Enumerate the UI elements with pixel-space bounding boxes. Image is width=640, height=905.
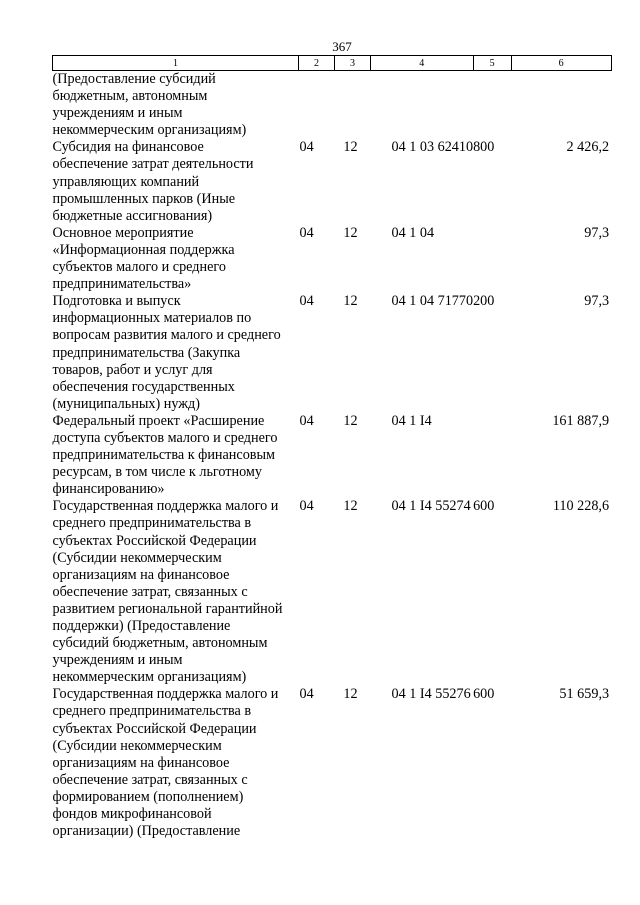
row-name-line: информационных материалов по [52, 310, 252, 327]
row-name-line: «Информационная поддержка [52, 241, 235, 258]
header-col-expense-type: 5 [473, 56, 511, 71]
row-amount: 51 659,3 [559, 686, 610, 703]
row-name-line: финансированию» [52, 481, 165, 498]
row-name-line: формированием (пополнением) [52, 788, 244, 805]
row-name-line: бюджетные ассигнования) [52, 207, 213, 224]
budget-table [52, 55, 612, 840]
row-subsection: 12 [343, 139, 358, 156]
row-expense-type [473, 71, 511, 140]
row-name-line: (Субсидии некоммерческим [52, 549, 222, 566]
row-subsection: 12 [343, 224, 358, 241]
row-expense-type: 200 [473, 293, 495, 310]
row-name-line: среднего предпринимательства в [52, 703, 252, 720]
row-name-line: промышленных парков (Иные [52, 190, 236, 207]
table-header [53, 56, 612, 71]
row-name-line: организациям на финансовое [52, 754, 230, 771]
row-name-line: обеспечение затрат деятельности [52, 156, 254, 173]
table-row [53, 225, 612, 293]
row-name-line: (муниципальных) нужд) [52, 395, 200, 412]
row-section: 04 [299, 293, 314, 310]
row-amount: 97,3 [584, 293, 610, 310]
row-name-line: предпринимательства» [52, 276, 192, 293]
row-name-line: некоммерческим организациям) [52, 669, 247, 686]
row-name-line: управляющих компаний [52, 173, 200, 190]
row-section: 04 [299, 412, 314, 429]
row-target-article: 04 1 04 71770 [391, 293, 474, 310]
row-name-line: учреждениям и иным [52, 652, 183, 669]
row-name-line: субъектах Российской Федерации [52, 720, 257, 737]
header-col-amount: 6 [511, 56, 611, 71]
row-name [53, 139, 299, 224]
row-name-line: среднего предпринимательства в [52, 515, 252, 532]
header-col-section: 2 [299, 56, 335, 71]
row-name-line: вопросам развития малого и среднего [52, 327, 281, 344]
row-amount: 161 887,9 [552, 412, 610, 429]
row-name-line: Государственная поддержка малого и [52, 498, 279, 515]
row-name-line: учреждениям и иным [52, 105, 183, 122]
header-col-subsection: 3 [335, 56, 371, 71]
row-name-line: некоммерческим организациям) [52, 122, 247, 139]
row-name-line: Подготовка и выпуск [52, 293, 181, 310]
table-row [53, 293, 612, 413]
row-target-article [371, 71, 474, 140]
row-expense-type: 600 [473, 498, 495, 515]
row-target-article: 04 1 I4 [391, 412, 432, 429]
row-name-line: поддержки) (Предоставление [52, 618, 231, 634]
row-amount: 2 426,2 [566, 139, 610, 156]
row-name-line: ресурсам, в том числе к льготному [52, 464, 262, 481]
row-name [53, 686, 299, 840]
table-row [53, 71, 612, 140]
row-name [53, 293, 299, 413]
row-name-line: Федеральный проект «Расширение [52, 412, 265, 429]
page-number: 367 [332, 39, 352, 54]
row-target-article: 04 1 04 [391, 224, 435, 241]
row-name-line: развитием региональной гарантийной [52, 600, 283, 617]
row-name [53, 413, 299, 498]
row-section [299, 71, 335, 140]
row-name-line: доступа субъектов малого и среднего [52, 429, 278, 446]
row-section: 04 [299, 686, 314, 703]
row-amount: 110 228,6 [552, 498, 610, 515]
row-expense-type [473, 225, 511, 293]
row-section: 04 [299, 139, 314, 156]
row-name-line: субъектов малого и среднего [52, 259, 226, 276]
row-target-article: 04 1 03 62410 [391, 139, 474, 156]
row-name-line: обеспечение затрат, связанных с [52, 583, 248, 600]
row-target-article: 04 1 I4 55276 [391, 686, 471, 703]
row-name-line: Субсидия на финансовое [52, 139, 204, 156]
header-col-target-article: 4 [371, 56, 474, 71]
row-name-line: (Предоставление субсидий [52, 71, 216, 87]
row-subsection: 12 [343, 412, 358, 429]
row-expense-type: 600 [473, 686, 495, 703]
row-name [53, 225, 299, 293]
row-name-line: предпринимательства к финансовым [52, 447, 275, 464]
row-target-article: 04 1 I4 55274 [391, 498, 471, 515]
row-name-line: обеспечение затрат, связанных с [52, 771, 248, 788]
row-name-line: Основное мероприятие [52, 224, 194, 241]
row-section: 04 [299, 498, 314, 515]
header-col-name: 1 [53, 56, 299, 71]
row-subsection: 12 [343, 498, 358, 515]
row-name-line: организациям на финансовое [52, 566, 230, 583]
row-subsection: 12 [343, 293, 358, 310]
row-name-line: субъектах Российской Федерации [52, 532, 257, 549]
row-name-line: фондов микрофинансовой [52, 806, 212, 823]
row-expense-type [473, 413, 511, 498]
row-amount: 97,3 [584, 224, 610, 241]
row-name [53, 71, 299, 140]
row-name-line: субсидий бюджетным, автономным [52, 635, 268, 652]
table-row [53, 413, 612, 498]
row-expense-type: 800 [473, 139, 495, 156]
table-body [53, 71, 612, 841]
table-row [53, 139, 612, 224]
row-name-line: товаров, работ и услуг для [52, 361, 213, 378]
row-name-line: (Субсидии некоммерческим [52, 737, 222, 754]
row-name [53, 498, 299, 686]
row-name-line: обеспечения государственных [52, 378, 235, 395]
row-subsection: 12 [343, 686, 358, 703]
row-section: 04 [299, 224, 314, 241]
row-amount [511, 71, 611, 140]
row-name-line: Государственная поддержка малого и [52, 686, 279, 703]
table-row [53, 498, 612, 686]
row-name-line: бюджетным, автономным [52, 88, 208, 105]
row-subsection [335, 71, 371, 140]
table-row [53, 686, 612, 840]
row-name-line: организации) (Предоставление [52, 823, 241, 840]
row-name-line: предпринимательства (Закупка [52, 344, 241, 361]
header-row [53, 56, 612, 71]
